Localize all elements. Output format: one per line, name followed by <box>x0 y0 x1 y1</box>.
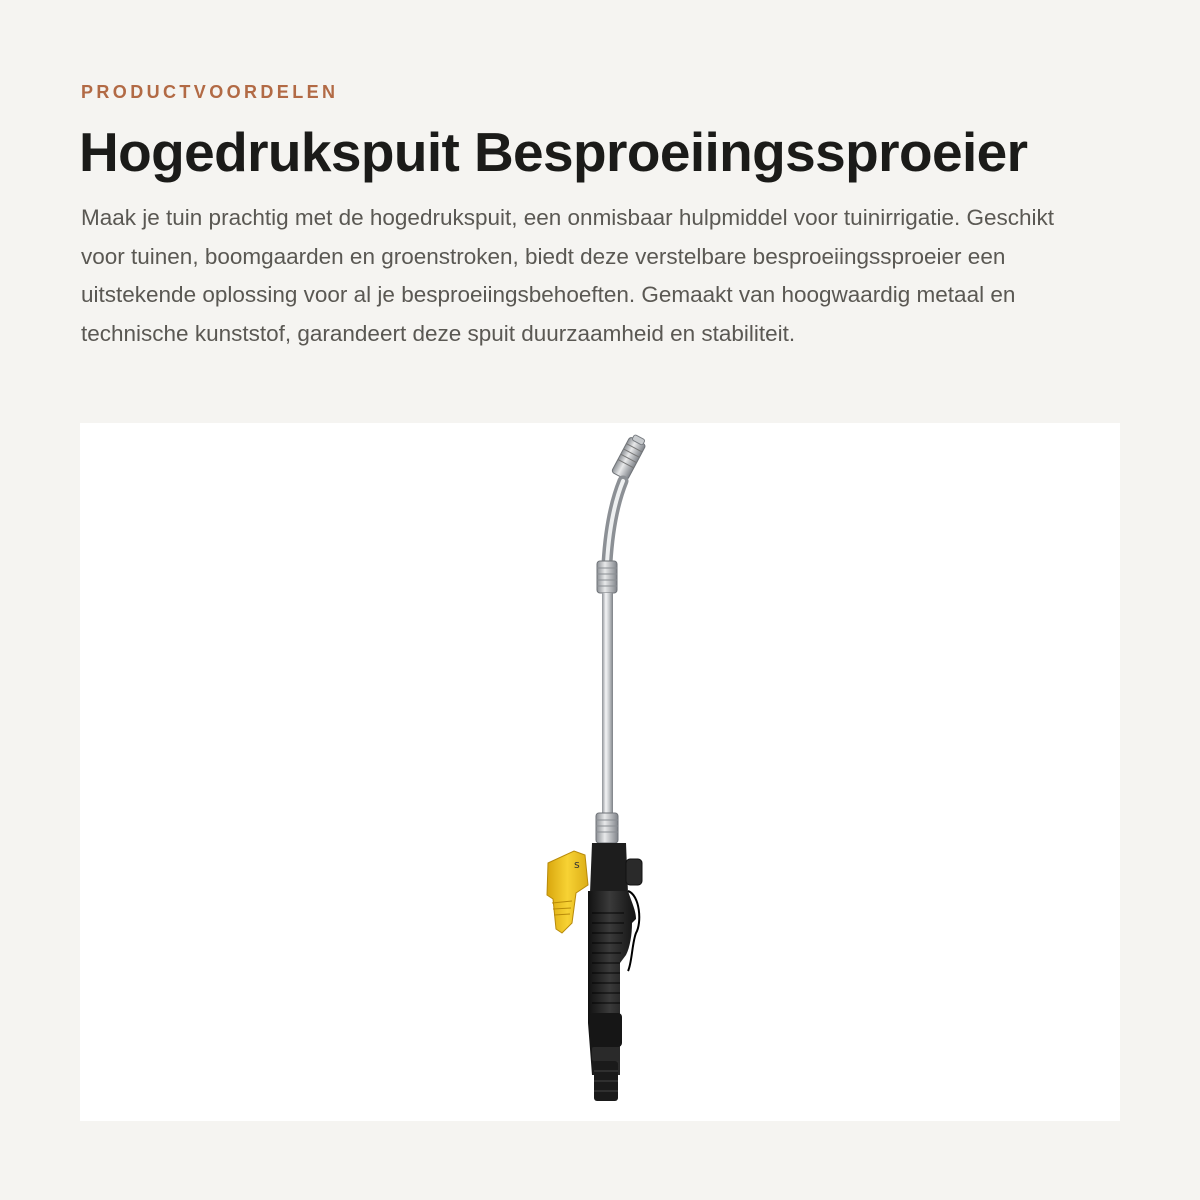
svg-text:s: s <box>574 858 580 871</box>
product-title: Hogedrukspuit Besproeiingssproeier <box>79 121 1028 183</box>
product-description: Maak je tuin prachtig met de hogedrukspuit, een onmisbaar hulpmiddel voor tuinirrigatie. Geschikt voor tuinen, boomgaarden en groenstroken, biedt deze verstelbare besproeiingssproeier een uitstekende oplossing voor al je besproeiingsbehoeften. Gemaakt van hoogwaardig metaal en technische kunststof, garandeert deze spuit duurzaamheid en stabiliteit. <box>81 205 1055 346</box>
spray-wand-illustration <box>80 423 1120 1121</box>
product-image <box>80 423 1120 1121</box>
nozzle-tip <box>611 433 648 480</box>
section-eyebrow: PRODUCTVOORDELEN <box>81 82 339 102</box>
yellow-trigger <box>547 851 588 933</box>
